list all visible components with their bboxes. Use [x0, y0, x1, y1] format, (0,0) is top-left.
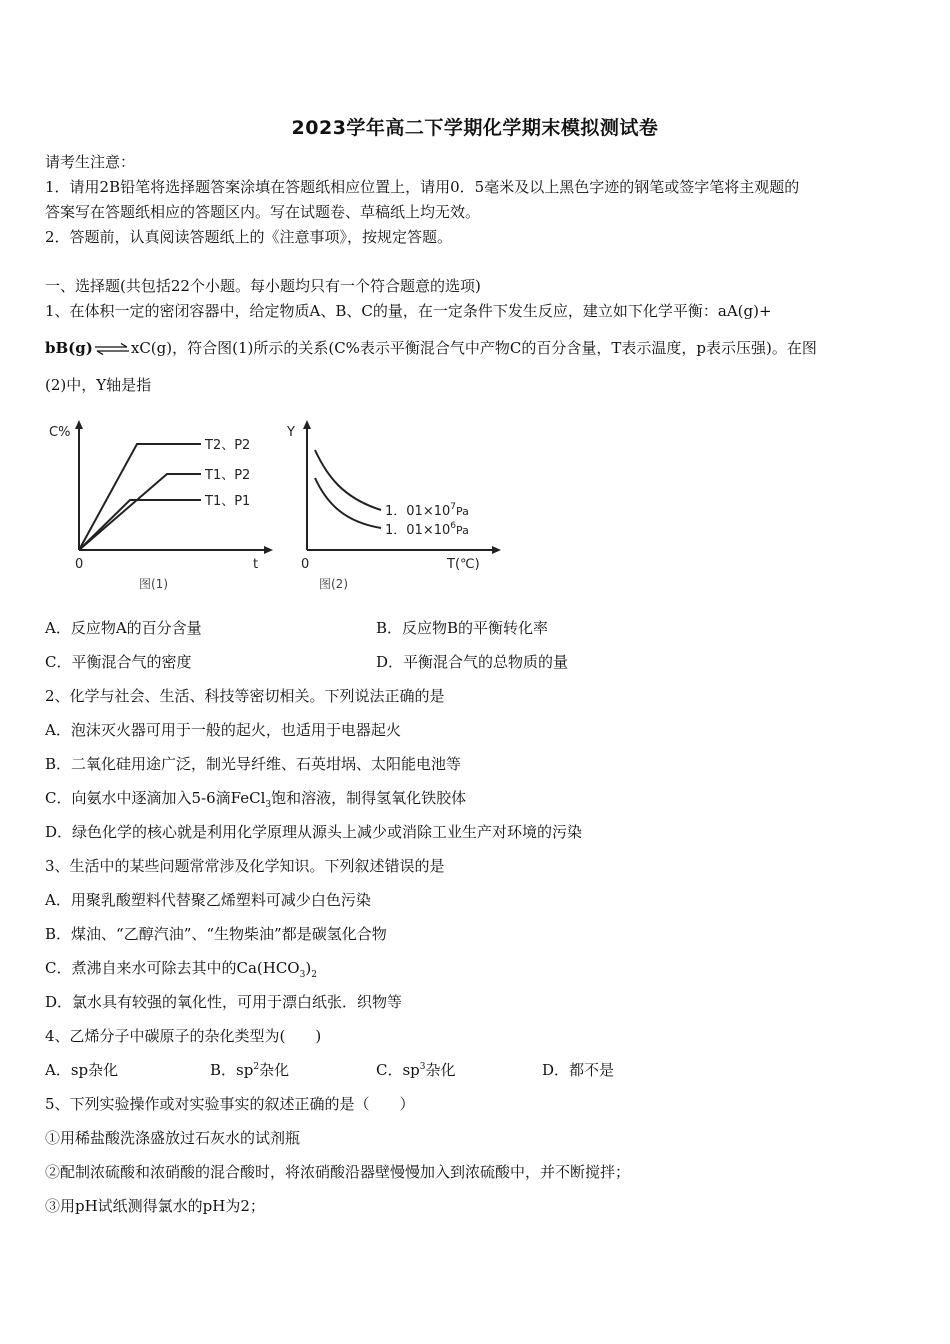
fig2-y-arrow-icon — [303, 420, 311, 429]
q1-option-c: C．平衡混合气的密度 — [45, 653, 192, 671]
fig1-xlabel: t — [253, 557, 259, 572]
q3-option-c-sub2: 2 — [311, 970, 317, 980]
fig1-curve-label-t2p2: T2、P2 — [205, 438, 251, 453]
fig1-x-arrow-icon — [264, 546, 273, 554]
notice-item-1-cont: 答案写在答题纸相应的答题区内。写在试题卷、草稿纸上均无效。 — [45, 203, 481, 221]
q2-option-d: D．绿色化学的核心就是利用化学原理从源头上减少或消除工业生产对环境的污染 — [45, 823, 583, 841]
fig1-ylabel: C% — [49, 425, 71, 440]
q5-item-1: ①用稀盐酸洗涤盛放过石灰水的试剂瓶 — [45, 1129, 301, 1147]
q3-option-b: B．煤油、“乙醇汽油”、“生物柴油”都是碳氢化合物 — [45, 925, 387, 943]
fig2-ylabel: Y — [287, 425, 295, 440]
q2-option-c — [45, 788, 466, 808]
fig2-bottom-exp: 6 — [450, 521, 456, 531]
fig2-curve-top — [315, 450, 381, 510]
q1-option-d: D．平衡混合气的总物质的量 — [376, 653, 569, 671]
fig1-origin: 0 — [75, 557, 84, 572]
q4-option-b-tail: 杂化 — [259, 1061, 290, 1079]
q4-option-d: D．都不是 — [542, 1061, 615, 1079]
fig1-curve-t1p1 — [79, 500, 201, 550]
q1-figures — [45, 418, 505, 596]
notice-heading: 请考生注意： — [45, 153, 136, 171]
q3-option-a: A．用聚乳酸塑料代替聚乙烯塑料可减少白色污染 — [45, 891, 371, 909]
q2-option-b: B．二氧化硅用途广泛，制光导纤维、石英坩埚、太阳能电池等 — [45, 755, 462, 773]
q4-option-a: A．sp杂化 — [45, 1061, 119, 1079]
q1-option-a: A．反应物A的百分含量 — [45, 619, 202, 637]
fig2-curve-bottom — [315, 478, 381, 528]
fig1-caption: 图(1) — [139, 577, 168, 591]
q2-option-c-text: C．向氨水中逐滴加入5-6滴FeCl — [45, 789, 266, 807]
q1-stem-line1: 1、在体积一定的密闭容器中，给定物质A、B、C的量，在一定条件下发生反应，建立如下化学平衡：aA(g)+ — [45, 302, 772, 320]
q1-figure-svg — [45, 418, 505, 596]
q2-option-a: A．泡沫灭火器可用于一般的起火，也适用于电器起火 — [45, 721, 401, 739]
q1-stem-line2 — [45, 338, 817, 358]
q4-option-b-text: B．sp — [210, 1061, 254, 1079]
notice-item-2: 2．答题前，认真阅读答题纸上的《注意事项》，按规定答题。 — [45, 228, 453, 246]
q5-item-3: ③用pH试纸测得氯水的pH为2； — [45, 1197, 265, 1215]
fig2-xlabel: T(℃) — [447, 557, 480, 572]
q2-option-c-sub: 3 — [265, 800, 272, 810]
q4-stem: 4、乙烯分子中碳原子的杂化类型为( ) — [45, 1027, 322, 1045]
fig2-x-arrow-icon — [492, 546, 501, 554]
section-heading: 一、选择题(共包括22个小题。每小题均只有一个符合题意的选项) — [45, 277, 481, 295]
fig1-curve-label-t1p1: T1、P1 — [205, 494, 251, 509]
fig2-curve-label-top — [385, 502, 469, 519]
q4-option-b — [210, 1060, 289, 1080]
figure-2 — [286, 420, 501, 591]
q2-stem: 2、化学与社会、生活、科技等密切相关。下列说法正确的是 — [45, 687, 445, 705]
figure-1 — [49, 420, 273, 591]
fig1-y-arrow-icon — [75, 420, 83, 429]
q3-option-d: D．氯水具有较强的氧化性，可用于漂白纸张．织物等 — [45, 993, 403, 1011]
fig2-top-exp: 7 — [450, 502, 456, 512]
q4-option-c-text: C．sp — [376, 1061, 420, 1079]
fig2-caption: 图(2) — [319, 577, 348, 591]
q1-option-b: B．反应物B的平衡转化率 — [376, 619, 549, 637]
fig2-top-unit: Pa — [455, 505, 469, 518]
q3-stem: 3、生活中的某些问题常常涉及化学知识。下列叙述错误的是 — [45, 857, 445, 875]
q3-option-c-paren: ) — [305, 959, 312, 977]
fig2-bottom-base: 1．01×10 — [385, 523, 451, 538]
q1-stem-line2-text: xC(g)，符合图(1)所示的关系(C%表示平衡混合气中产物C的百分含量，T表示温度，p表示压强)。在图 — [130, 339, 817, 357]
q5-stem: 5、下列实验操作或对实验事实的叙述正确的是（ ） — [45, 1095, 415, 1113]
q3-option-c-text: C．煮沸自来水可除去其中的Ca(HCO — [45, 959, 300, 977]
q3-option-c — [45, 958, 317, 978]
q4-option-b-sup: 2 — [253, 1062, 260, 1072]
q1-stem-line3: (2)中，Y轴是指 — [45, 376, 152, 394]
fig1-curve-t1p2 — [79, 474, 201, 550]
q4-option-c-sup: 3 — [419, 1062, 426, 1072]
q3-option-c-sub1: 3 — [299, 970, 306, 980]
q5-item-2: ②配制浓硫酸和浓硝酸的混合酸时，将浓硝酸沿器壁慢慢加入到浓硫酸中，并不断搅拌； — [45, 1163, 631, 1181]
q4-option-c — [376, 1060, 456, 1080]
notice-item-1: 1．请用2B铅笔将选择题答案涂填在答题纸相应位置上，请用0．5毫米及以上黑色字迹的钢笔或签字笔将主观题的 — [45, 178, 800, 196]
fig2-origin: 0 — [301, 557, 310, 572]
q4-option-c-tail: 杂化 — [425, 1061, 456, 1079]
fig1-curve-label-t1p2: T1、P2 — [205, 468, 251, 483]
page-title: 2023学年高二下学期化学期末模拟测试卷 — [291, 117, 659, 139]
equilibrium-arrow-icon — [93, 343, 131, 355]
fig2-top-base: 1．01×10 — [385, 504, 451, 519]
fig2-curve-label-bottom — [385, 521, 469, 538]
q1-reactant-b: bB(g) — [45, 339, 93, 357]
fig2-bottom-unit: Pa — [455, 524, 469, 537]
q2-option-c-tail: 饱和溶液，制得氢氧化铁胶体 — [271, 789, 467, 807]
